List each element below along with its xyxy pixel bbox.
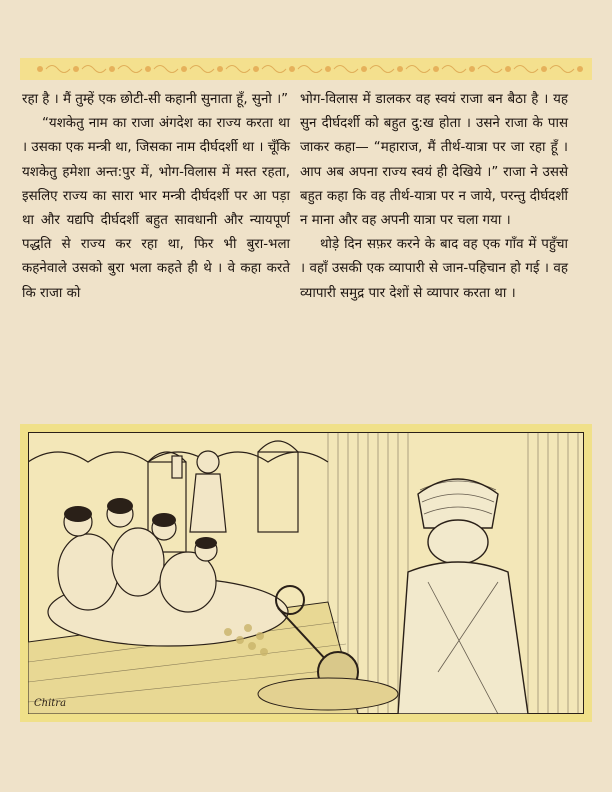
decorative-border-strip (20, 58, 592, 80)
left-paragraph-1: रहा है । मैं तुम्हें एक छोटी-सी कहानी सुनाता हूँ, सुनो ।” (22, 92, 289, 107)
floral-border-pattern (20, 58, 592, 80)
right-paragraph-2: थोड़े दिन सफ़र करने के बाद वह एक गाँव में पहुँचा । वहाँ उसकी एक व्यापारी से जान-पहिचान हो गई । वह व्यापारी समुद्र पार देशों से व्यापार करता था । (300, 237, 568, 301)
left-paragraph-2: “यशकेतु नाम का राजा अंगदेश का राज्य करता था । उसका एक मन्त्री था, जिसका नाम दीर्घदर्शी था । चूँकि यशकेतु हमेशा अन्त:पुर में, भोग-विलास में मस्त रहता, इसलिए राज्य का सारा भार मन्त्री दीर्घदर्शी पर आ पड़ा था और यद्यपि दीर्घदर्शी बहुत सावधानी और न्यायपूर्ण पद्धति से राज्य कर रहा था, फिर भी बुरा-भला कहनेवाले उसको बुरा भला कहते ही थे । वे कहा करते कि राजा को (22, 116, 290, 301)
palace-scene-drawing (28, 432, 584, 714)
right-paragraph-1: भोग-विलास में डालकर वह स्वयं राजा बन बैठा है । यह सुन दीर्घदर्शी को बहुत दु:ख होता । उसने राजा के पास जाकर कहा— “महाराज, मैं तीर्थ-यात्रा पर जा रहा हूँ । आप अब अपना राज्य स्वयं ही देखिये ।” राजा ने उससे बहुत कहा कि वह तीर्थ-यात्रा पर न जाये, परन्तु दीर्घदर्शी न माना और वह अपनी यात्रा पर चला गया । (300, 92, 568, 229)
right-text-column (300, 88, 568, 306)
left-text-column (22, 88, 290, 306)
story-illustration (20, 424, 592, 722)
artist-signature: Chitra (34, 698, 67, 709)
